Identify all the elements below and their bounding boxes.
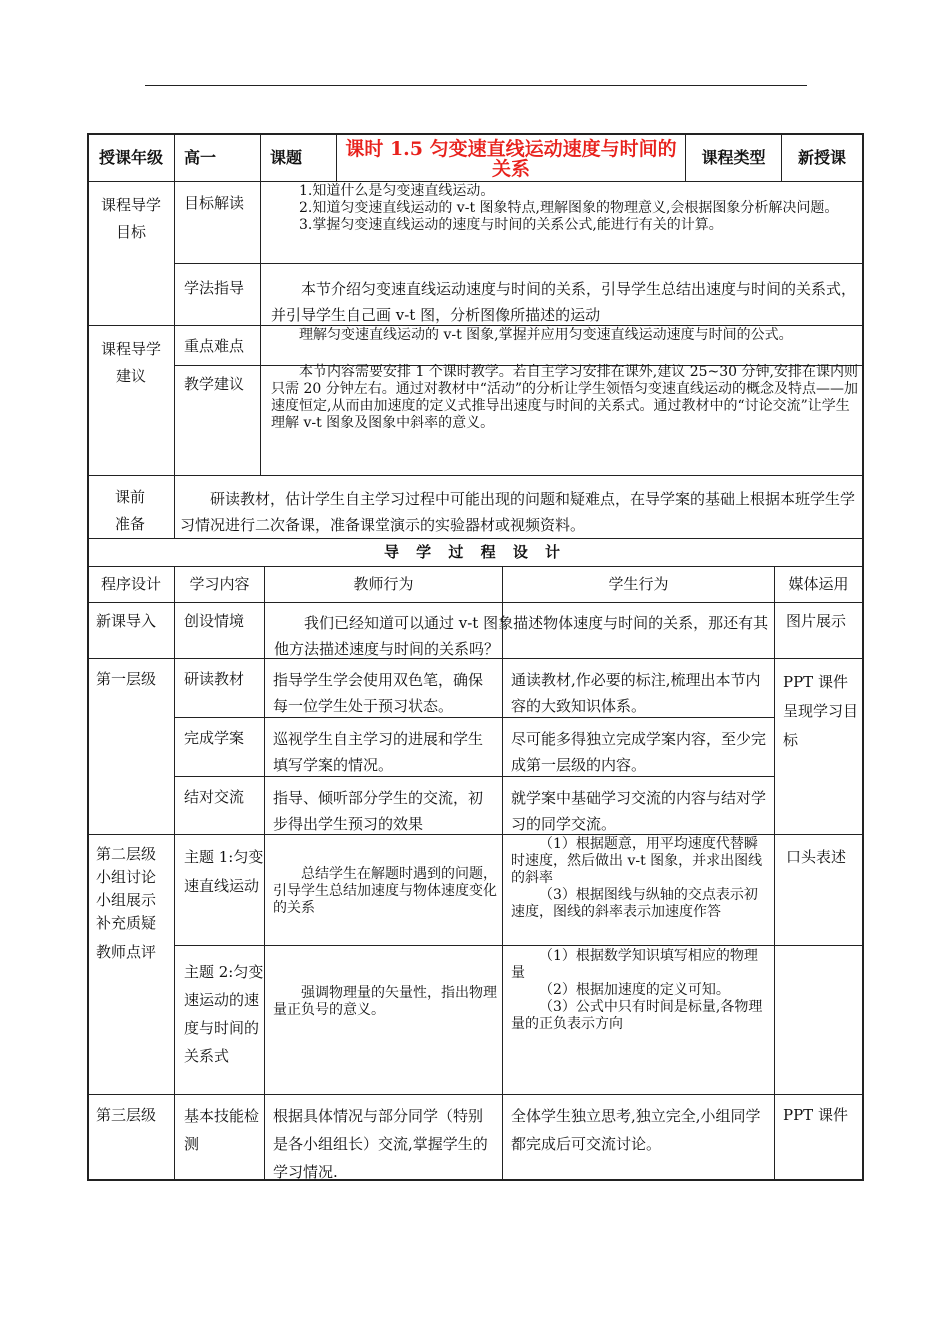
- intro-teacher: 我们已经知道可以通过 v-t 图象描述物体速度与时间的关系，那还有其他方法描述速度与时间的关系吗？: [274, 614, 769, 658]
- topic2-student-step: （3）公式中只有时间是标量,各物理量的正负表示方向: [511, 999, 763, 1032]
- topic2-student-step: （1）根据数学知识填写相应的物理量: [511, 948, 758, 981]
- topic1-teacher: 总结学生在解题时遇到的问题，引导学生总结加速度与物体速度变化的关系: [273, 866, 497, 916]
- level3-teacher: 根据具体情况与部分同学（特别是各小组组长）交流,掌握学生的学习情况.: [273, 1107, 488, 1181]
- level2-stage-line: 教师点评: [96, 943, 157, 961]
- level1-stage: 第一层级: [96, 670, 157, 688]
- intro-content: 创设情境: [184, 612, 245, 630]
- col-header: 媒体运用: [788, 575, 849, 593]
- goal-item: 1.知道什么是匀变速直线运动。: [299, 183, 495, 199]
- level3-media: PPT 课件: [783, 1106, 848, 1124]
- intro-media: 图片展示: [786, 612, 847, 630]
- level2-stage: [96, 843, 174, 964]
- level1-student: 就学案中基础学习交流的内容与结对学习的同学交流。: [511, 789, 767, 833]
- study-method-text: 本节介绍匀变速直线运动速度与时间的关系，引导学生总结出速度与时间的关系式，并引导学生自己画 v-t 图，分析图像所描述的运动: [271, 280, 857, 324]
- topic1-student: [511, 836, 769, 921]
- prep-label: 课前准备: [114, 488, 145, 533]
- goal-item: 3.掌握匀变速直线运动的速度与时间的关系公式,能进行有关的计算。: [299, 217, 723, 233]
- level1-teacher: 巡视学生自主学习的进展和学生填写学案的情况。: [273, 730, 484, 774]
- header-rule: [145, 85, 807, 86]
- lesson-title: 课时 1.5 匀变速直线运动速度与时间的关系: [345, 138, 677, 180]
- level2-stage-line: 小组展示: [96, 891, 157, 909]
- topic1-student-step: （1）根据题意，用平均速度代替瞬时速度，然后做出 v-t 图象，并求出图线的斜率: [511, 836, 763, 886]
- col-header: 程序设计: [100, 575, 161, 593]
- guide-advice-label: 课程导学建议: [100, 340, 161, 385]
- key-points-label: 重点难点: [184, 337, 245, 355]
- grade-label: 授课年级: [98, 148, 163, 167]
- topic1-media: 口头表述: [786, 848, 847, 866]
- level1-teacher: 指导、倾听部分学生的交流，初步得出学生预习的效果: [273, 789, 484, 833]
- topic1-student-step: （3）根据图线与纵轴的交点表示初速度，图线的斜率表示加速度作答: [511, 887, 758, 920]
- study-method-label: 学法指导: [184, 279, 245, 297]
- level1-teacher: 指导学生学会使用双色笔，确保每一位学生处于预习状态。: [273, 671, 484, 715]
- guide-goal-label: 课程导学目标: [100, 196, 161, 241]
- topic2-student: [511, 948, 769, 1033]
- level3-stage: 第三层级: [96, 1106, 157, 1124]
- topic2-student-step: （2）根据加速度的定义可知。: [539, 982, 730, 998]
- topic2-content: 主题 2:匀变速运动的速度与时间的关系式: [184, 963, 264, 1065]
- level2-stage-line: 补充质疑: [96, 914, 157, 932]
- col-header: 学生行为: [608, 575, 669, 593]
- goal-item: 2.知道匀变速直线运动的 v-t 图象特点,理解图象的物理意义,会根据图象分析解决问题。: [299, 200, 839, 216]
- course-type-value: 新授课: [797, 148, 846, 167]
- level2-stage-line: 第二层级: [96, 845, 157, 863]
- teaching-advice-text: 本节内容需要安排 1 个课时教学。若自主学习安排在课外,建议 25~30 分钟,安排在课内则只需 20 分钟左右。通过对教材中“活动”的分析让学生领悟匀变速直线运动的概念及特点——加速度恒定,从而由加速度的定义式推导出速度与时间的关系式。通过教材中的“讨论交流”让学生理解 v-t 图象及图象中斜率的意义。: [271, 364, 859, 431]
- level3-content: 基本技能检测: [184, 1107, 260, 1153]
- level1-student: 尽可能多得独立完成学案内容，至少完成第一层级的内容。: [511, 730, 767, 774]
- col-header: 教师行为: [353, 575, 414, 593]
- intro-stage: 新课导入: [96, 612, 157, 630]
- col-header: 学习内容: [189, 575, 250, 593]
- level1-content: 完成学案: [184, 729, 245, 747]
- level1-content: 研读教材: [184, 670, 245, 688]
- topic-label: 课题: [270, 148, 303, 167]
- goal-list: [271, 183, 861, 234]
- course-type-label: 课程类型: [701, 148, 766, 167]
- process-title: 导 学 过 程 设 计: [383, 543, 567, 561]
- level2-stage-line: 小组讨论: [96, 868, 157, 886]
- topic2-teacher: 强调物理量的矢量性，指出物理量正负号的意义。: [273, 985, 497, 1018]
- grade-value: 高一: [184, 148, 217, 167]
- goal-reading-label: 目标解读: [184, 194, 245, 212]
- teaching-advice-label: 教学建议: [184, 375, 245, 393]
- prep-text: 研读教材，估计学生自主学习过程中可能出现的问题和疑难点，在导学案的基础上根据本班学生学习情况进行二次备课，准备课堂演示的实验器材或视频资料。: [180, 490, 856, 534]
- key-points-text: 理解匀变速直线运动的 v-t 图象,掌握并应用匀变速直线运动速度与时间的公式。: [299, 327, 793, 343]
- topic1-content: 主题 1:匀变速直线运动: [184, 848, 264, 895]
- level1-media: PPT 课件呈现学习目标: [783, 673, 859, 749]
- level1-student: 通读教材,作必要的标注,梳理出本节内容的大致知识体系。: [511, 671, 761, 715]
- level1-content: 结对交流: [184, 788, 245, 806]
- level3-student: 全体学生独立思考,独立完全,小组同学都完成后可交流讨论。: [511, 1107, 761, 1153]
